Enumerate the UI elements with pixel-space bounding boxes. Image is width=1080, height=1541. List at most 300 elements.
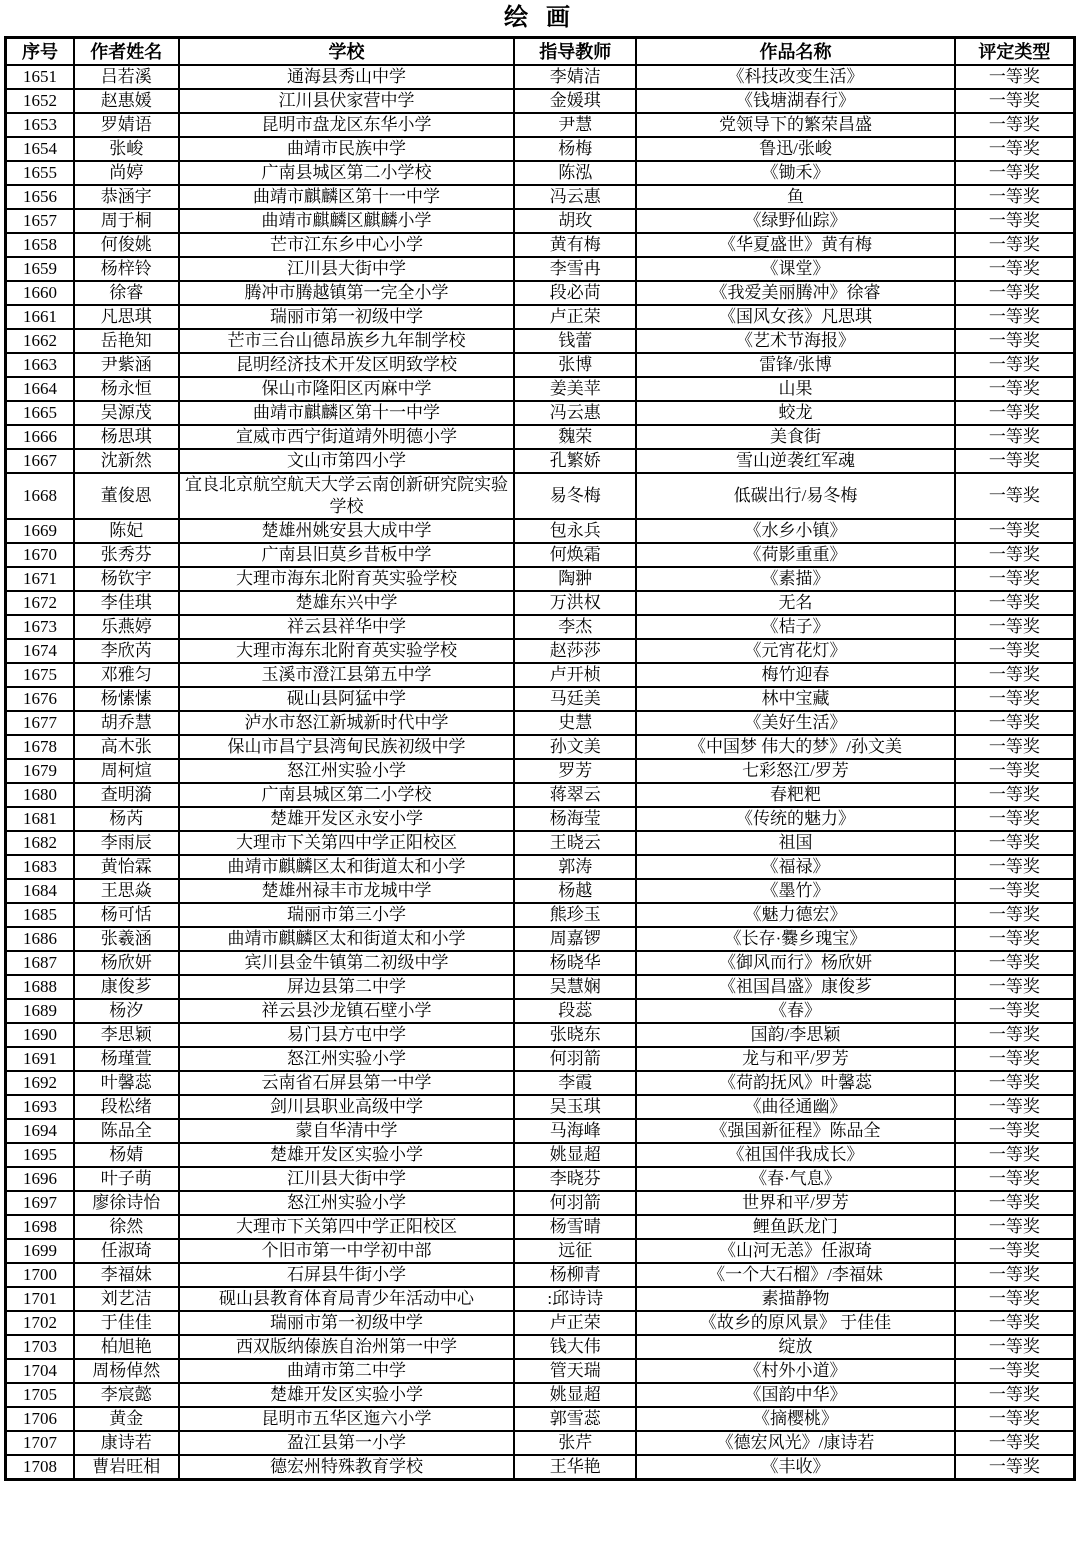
table-row [6, 1383, 1075, 1407]
cell-award-type: 一等奖 [955, 927, 1075, 951]
cell-award-type: 一等奖 [955, 1335, 1075, 1359]
cell-award-type: 一等奖 [955, 831, 1075, 855]
cell-seq: 1699 [6, 1239, 74, 1263]
cell-award-type: 一等奖 [955, 1095, 1075, 1119]
cell-school: 江川县大街中学 [179, 257, 515, 281]
cell-award-type: 一等奖 [955, 449, 1075, 473]
cell-school: 通海县秀山中学 [179, 65, 515, 89]
cell-author-name: 李福妹 [74, 1263, 179, 1287]
cell-teacher: 钱大伟 [514, 1335, 636, 1359]
cell-work-title: 《元宵花灯》 [636, 639, 955, 663]
cell-award-type: 一等奖 [955, 759, 1075, 783]
cell-teacher: 尹慧 [514, 113, 636, 137]
cell-award-type: 一等奖 [955, 999, 1075, 1023]
table-row [6, 1359, 1075, 1383]
cell-author-name: 吕若溪 [74, 65, 179, 89]
cell-teacher: 冯云惠 [514, 185, 636, 209]
cell-school: 云南省石屏县第一中学 [179, 1071, 515, 1095]
cell-school: 广南县城区第二小学校 [179, 783, 515, 807]
cell-school: 剑川县职业高级中学 [179, 1095, 515, 1119]
cell-seq: 1665 [6, 401, 74, 425]
cell-work-title: 世界和平/罗芳 [636, 1191, 955, 1215]
cell-school: 怒江州实验小学 [179, 759, 515, 783]
cell-teacher: 杨越 [514, 879, 636, 903]
cell-work-title: 《魅力德宏》 [636, 903, 955, 927]
cell-teacher: 易冬梅 [514, 473, 636, 519]
cell-award-type: 一等奖 [955, 1263, 1075, 1287]
cell-seq: 1676 [6, 687, 74, 711]
cell-teacher: 王华艳 [514, 1455, 636, 1480]
cell-teacher: 李雪冉 [514, 257, 636, 281]
table-row [6, 999, 1075, 1023]
cell-author-name: 刘艺洁 [74, 1287, 179, 1311]
cell-work-title: 《摘樱桃》 [636, 1407, 955, 1431]
table-row [6, 305, 1075, 329]
cell-work-title: 《华夏盛世》黄有梅 [636, 233, 955, 257]
cell-seq: 1669 [6, 519, 74, 543]
cell-author-name: 李雨辰 [74, 831, 179, 855]
table-row [6, 591, 1075, 615]
cell-author-name: 乐燕婷 [74, 615, 179, 639]
cell-award-type: 一等奖 [955, 1047, 1075, 1071]
cell-work-title: 《一个大石榴》/李福妹 [636, 1263, 955, 1287]
cell-work-title: 《强国新征程》陈品全 [636, 1119, 955, 1143]
cell-school: 曲靖市麒麟区太和街道太和小学 [179, 855, 515, 879]
cell-teacher: 史慧 [514, 711, 636, 735]
cell-author-name: 廖徐诗怡 [74, 1191, 179, 1215]
cell-school: 昆明市盘龙区东华小学 [179, 113, 515, 137]
cell-teacher: 何羽箭 [514, 1047, 636, 1071]
cell-author-name: 李宸懿 [74, 1383, 179, 1407]
table-row [6, 783, 1075, 807]
cell-school: 楚雄州禄丰市龙城中学 [179, 879, 515, 903]
cell-school: 保山市隆阳区丙麻中学 [179, 377, 515, 401]
cell-seq: 1673 [6, 615, 74, 639]
cell-teacher: 万洪权 [514, 591, 636, 615]
cell-seq: 1662 [6, 329, 74, 353]
cell-seq: 1675 [6, 663, 74, 687]
table-row [6, 1335, 1075, 1359]
cell-award-type: 一等奖 [955, 663, 1075, 687]
table-row [6, 1263, 1075, 1287]
cell-teacher: 赵莎莎 [514, 639, 636, 663]
cell-teacher: 钱蕾 [514, 329, 636, 353]
cell-author-name: 周杨倬然 [74, 1359, 179, 1383]
cell-work-title: 《中国梦 伟大的梦》/孙文美 [636, 735, 955, 759]
cell-work-title: 绽放 [636, 1335, 955, 1359]
cell-school: 江川县大街中学 [179, 1167, 515, 1191]
cell-award-type: 一等奖 [955, 807, 1075, 831]
cell-work-title: 《我爱美丽腾冲》徐睿 [636, 281, 955, 305]
cell-teacher: 姜美苹 [514, 377, 636, 401]
cell-teacher: 王晓云 [514, 831, 636, 855]
cell-teacher: 杨海莹 [514, 807, 636, 831]
cell-award-type: 一等奖 [955, 1311, 1075, 1335]
table-row [6, 951, 1075, 975]
cell-teacher: 杨雪晴 [514, 1215, 636, 1239]
cell-school: 广南县城区第二小学校 [179, 161, 515, 185]
cell-award-type: 一等奖 [955, 161, 1075, 185]
cell-author-name: 陈妃 [74, 519, 179, 543]
cell-seq: 1659 [6, 257, 74, 281]
cell-teacher: 包永兵 [514, 519, 636, 543]
cell-work-title: 梅竹迎春 [636, 663, 955, 687]
table-row [6, 735, 1075, 759]
cell-seq: 1700 [6, 1263, 74, 1287]
cell-school: 昆明经济技术开发区明致学校 [179, 353, 515, 377]
cell-school: 砚山县教育体育局青少年活动中心 [179, 1287, 515, 1311]
cell-author-name: 张峻 [74, 137, 179, 161]
cell-seq: 1702 [6, 1311, 74, 1335]
table-row [6, 1311, 1075, 1335]
cell-award-type: 一等奖 [955, 1071, 1075, 1095]
cell-school: 芒市江东乡中心小学 [179, 233, 515, 257]
cell-award-type: 一等奖 [955, 473, 1075, 519]
cell-school: 楚雄东兴中学 [179, 591, 515, 615]
cell-author-name: 查明漪 [74, 783, 179, 807]
table-row [6, 473, 1075, 519]
cell-seq: 1681 [6, 807, 74, 831]
column-header-award-type: 评定类型 [955, 38, 1075, 66]
table-row [6, 257, 1075, 281]
cell-award-type: 一等奖 [955, 543, 1075, 567]
cell-award-type: 一等奖 [955, 1359, 1075, 1383]
table-body [6, 65, 1075, 1480]
cell-work-title: 《丰收》 [636, 1455, 955, 1480]
cell-seq: 1677 [6, 711, 74, 735]
cell-author-name: 尹紫涵 [74, 353, 179, 377]
cell-author-name: 赵惠媛 [74, 89, 179, 113]
cell-award-type: 一等奖 [955, 1167, 1075, 1191]
cell-seq: 1678 [6, 735, 74, 759]
cell-award-type: 一等奖 [955, 951, 1075, 975]
cell-author-name: 王思焱 [74, 879, 179, 903]
cell-school: 大理市海东北附育英实验学校 [179, 639, 515, 663]
table-row [6, 687, 1075, 711]
cell-author-name: 何俊姚 [74, 233, 179, 257]
cell-seq: 1693 [6, 1095, 74, 1119]
cell-author-name: 于佳佳 [74, 1311, 179, 1335]
cell-work-title: 《钱塘湖春行》 [636, 89, 955, 113]
cell-award-type: 一等奖 [955, 1143, 1075, 1167]
cell-school: 楚雄州姚安县大成中学 [179, 519, 515, 543]
cell-award-type: 一等奖 [955, 113, 1075, 137]
cell-author-name: 张羲涵 [74, 927, 179, 951]
cell-work-title: 《国风女孩》凡思琪 [636, 305, 955, 329]
cell-school: 广南县旧莫乡昔板中学 [179, 543, 515, 567]
cell-work-title: 雷锋/张博 [636, 353, 955, 377]
cell-author-name: 恭涵宇 [74, 185, 179, 209]
cell-seq: 1687 [6, 951, 74, 975]
cell-author-name: 叶子萌 [74, 1167, 179, 1191]
table-row [6, 1071, 1075, 1095]
cell-work-title: 《素描》 [636, 567, 955, 591]
cell-author-name: 董俊恩 [74, 473, 179, 519]
cell-seq: 1667 [6, 449, 74, 473]
table-row [6, 543, 1075, 567]
cell-teacher: 段必苘 [514, 281, 636, 305]
cell-teacher: 李婧洁 [514, 65, 636, 89]
cell-teacher: 何焕霜 [514, 543, 636, 567]
cell-teacher: :邱诗诗 [514, 1287, 636, 1311]
cell-teacher: 冯云惠 [514, 401, 636, 425]
table-row [6, 425, 1075, 449]
cell-school: 蒙自华清中学 [179, 1119, 515, 1143]
cell-author-name: 高木张 [74, 735, 179, 759]
cell-teacher: 陶翀 [514, 567, 636, 591]
cell-award-type: 一等奖 [955, 1407, 1075, 1431]
cell-school: 曲靖市麒麟区麒麟小学 [179, 209, 515, 233]
cell-author-name: 杨思琪 [74, 425, 179, 449]
table-row [6, 377, 1075, 401]
cell-teacher: 姚显超 [514, 1143, 636, 1167]
cell-award-type: 一等奖 [955, 1215, 1075, 1239]
table-row [6, 663, 1075, 687]
cell-school: 大理市下关第四中学正阳校区 [179, 831, 515, 855]
cell-seq: 1694 [6, 1119, 74, 1143]
table-row [6, 113, 1075, 137]
cell-work-title: 低碳出行/易冬梅 [636, 473, 955, 519]
cell-teacher: 胡玫 [514, 209, 636, 233]
cell-school: 瑞丽市第一初级中学 [179, 1311, 515, 1335]
cell-teacher: 何羽箭 [514, 1191, 636, 1215]
cell-school: 曲靖市第二中学 [179, 1359, 515, 1383]
cell-school: 瑞丽市第三小学 [179, 903, 515, 927]
cell-seq: 1685 [6, 903, 74, 927]
cell-author-name: 杨瑾萱 [74, 1047, 179, 1071]
column-header-seq: 序号 [6, 38, 74, 66]
table-row [6, 1191, 1075, 1215]
cell-seq: 1680 [6, 783, 74, 807]
cell-school: 砚山县阿猛中学 [179, 687, 515, 711]
table-row [6, 161, 1075, 185]
cell-work-title: 《山河无恙》任淑琦 [636, 1239, 955, 1263]
cell-school: 楚雄开发区实验小学 [179, 1383, 515, 1407]
cell-work-title: 《长存·爨乡瑰宝》 [636, 927, 955, 951]
table-row [6, 1095, 1075, 1119]
table-row [6, 1167, 1075, 1191]
cell-school: 祥云县沙龙镇石壁小学 [179, 999, 515, 1023]
cell-seq: 1660 [6, 281, 74, 305]
cell-award-type: 一等奖 [955, 401, 1075, 425]
column-header-work-title: 作品名称 [636, 38, 955, 66]
cell-work-title: 《荷韵抚风》叶馨蕊 [636, 1071, 955, 1095]
table-row [6, 615, 1075, 639]
cell-award-type: 一等奖 [955, 305, 1075, 329]
cell-work-title: 鱼 [636, 185, 955, 209]
table-header-row [6, 38, 1075, 66]
page-title: 绘 画 [504, 5, 576, 31]
cell-school: 曲靖市麒麟区第十一中学 [179, 185, 515, 209]
cell-author-name: 杨愫愫 [74, 687, 179, 711]
cell-author-name: 黄怡霖 [74, 855, 179, 879]
cell-teacher: 张晓东 [514, 1023, 636, 1047]
table-row [6, 1239, 1075, 1263]
cell-school: 宜良北京航空航天大学云南创新研究院实验学校 [179, 473, 515, 519]
cell-seq: 1661 [6, 305, 74, 329]
cell-seq: 1697 [6, 1191, 74, 1215]
cell-seq: 1674 [6, 639, 74, 663]
cell-seq: 1655 [6, 161, 74, 185]
column-header-author-name: 作者姓名 [74, 38, 179, 66]
cell-school: 祥云县祥华中学 [179, 615, 515, 639]
cell-seq: 1688 [6, 975, 74, 999]
cell-seq: 1698 [6, 1215, 74, 1239]
cell-school: 楚雄开发区实验小学 [179, 1143, 515, 1167]
table-row [6, 1023, 1075, 1047]
cell-work-title: 林中宝藏 [636, 687, 955, 711]
cell-author-name: 段松绪 [74, 1095, 179, 1119]
cell-author-name: 康俊芗 [74, 975, 179, 999]
cell-school: 石屏县牛街小学 [179, 1263, 515, 1287]
cell-teacher: 陈泓 [514, 161, 636, 185]
cell-teacher: 孙文美 [514, 735, 636, 759]
table-row [6, 1143, 1075, 1167]
cell-school: 瑞丽市第一初级中学 [179, 305, 515, 329]
cell-work-title: 《绿野仙踪》 [636, 209, 955, 233]
table-row [6, 65, 1075, 89]
table-row [6, 329, 1075, 353]
cell-author-name: 李思颖 [74, 1023, 179, 1047]
cell-award-type: 一等奖 [955, 519, 1075, 543]
cell-school: 大理市下关第四中学正阳校区 [179, 1215, 515, 1239]
cell-seq: 1664 [6, 377, 74, 401]
cell-teacher: 李霞 [514, 1071, 636, 1095]
header-row [6, 38, 1075, 66]
cell-work-title: 《祖国昌盛》康俊芗 [636, 975, 955, 999]
cell-work-title: 七彩怒江/罗芳 [636, 759, 955, 783]
table-row [6, 1455, 1075, 1480]
cell-seq: 1708 [6, 1455, 74, 1480]
cell-seq: 1686 [6, 927, 74, 951]
cell-award-type: 一等奖 [955, 377, 1075, 401]
cell-school: 屏边县第二中学 [179, 975, 515, 999]
cell-work-title: 祖国 [636, 831, 955, 855]
cell-work-title: 《课堂》 [636, 257, 955, 281]
cell-award-type: 一等奖 [955, 1191, 1075, 1215]
table-row [6, 1431, 1075, 1455]
cell-work-title: 《国韵中华》 [636, 1383, 955, 1407]
cell-award-type: 一等奖 [955, 591, 1075, 615]
cell-school: 怒江州实验小学 [179, 1191, 515, 1215]
cell-school: 曲靖市民族中学 [179, 137, 515, 161]
cell-award-type: 一等奖 [955, 735, 1075, 759]
table-row [6, 831, 1075, 855]
table-row [6, 209, 1075, 233]
cell-work-title: 《桔子》 [636, 615, 955, 639]
cell-work-title: 雪山逆袭红军魂 [636, 449, 955, 473]
cell-teacher: 孔繁娇 [514, 449, 636, 473]
cell-author-name: 周于桐 [74, 209, 179, 233]
table-row [6, 1407, 1075, 1431]
cell-school: 盈江县第一小学 [179, 1431, 515, 1455]
cell-teacher: 熊珍玉 [514, 903, 636, 927]
cell-award-type: 一等奖 [955, 879, 1075, 903]
cell-teacher: 郭雪蕊 [514, 1407, 636, 1431]
cell-teacher: 郭涛 [514, 855, 636, 879]
cell-award-type: 一等奖 [955, 615, 1075, 639]
cell-teacher: 周嘉锣 [514, 927, 636, 951]
cell-school: 宣威市西宁街道靖外明德小学 [179, 425, 515, 449]
cell-award-type: 一等奖 [955, 1455, 1075, 1480]
cell-work-title: 国韵/李思颖 [636, 1023, 955, 1047]
cell-author-name: 沈新然 [74, 449, 179, 473]
cell-work-title: 《故乡的原风景》 于佳佳 [636, 1311, 955, 1335]
cell-seq: 1705 [6, 1383, 74, 1407]
cell-award-type: 一等奖 [955, 1383, 1075, 1407]
table-row [6, 1047, 1075, 1071]
cell-teacher: 卢正荣 [514, 305, 636, 329]
cell-author-name: 邓雅匀 [74, 663, 179, 687]
table-row [6, 185, 1075, 209]
cell-school: 大理市海东北附育英实验学校 [179, 567, 515, 591]
cell-teacher: 马海峰 [514, 1119, 636, 1143]
cell-award-type: 一等奖 [955, 329, 1075, 353]
cell-school: 芒市三台山德昂族乡九年制学校 [179, 329, 515, 353]
cell-author-name: 徐然 [74, 1215, 179, 1239]
table-row [6, 233, 1075, 257]
cell-school: 保山市昌宁县湾甸民族初级中学 [179, 735, 515, 759]
cell-author-name: 杨钦宇 [74, 567, 179, 591]
cell-school: 宾川县金牛镇第二初级中学 [179, 951, 515, 975]
cell-award-type: 一等奖 [955, 687, 1075, 711]
cell-work-title: 龙与和平/罗芳 [636, 1047, 955, 1071]
cell-seq: 1690 [6, 1023, 74, 1047]
cell-seq: 1689 [6, 999, 74, 1023]
awards-table [4, 36, 1076, 1481]
cell-award-type: 一等奖 [955, 1239, 1075, 1263]
cell-teacher: 管天瑞 [514, 1359, 636, 1383]
table-row [6, 89, 1075, 113]
cell-author-name: 李佳琪 [74, 591, 179, 615]
cell-award-type: 一等奖 [955, 903, 1075, 927]
cell-seq: 1692 [6, 1071, 74, 1095]
cell-school: 曲靖市麒麟区第十一中学 [179, 401, 515, 425]
cell-work-title: 春粑粑 [636, 783, 955, 807]
cell-teacher: 蒋翠云 [514, 783, 636, 807]
cell-seq: 1656 [6, 185, 74, 209]
cell-seq: 1707 [6, 1431, 74, 1455]
cell-school: 楚雄开发区永安小学 [179, 807, 515, 831]
table-row [6, 711, 1075, 735]
cell-seq: 1668 [6, 473, 74, 519]
table-row [6, 975, 1075, 999]
cell-seq: 1691 [6, 1047, 74, 1071]
cell-seq: 1701 [6, 1287, 74, 1311]
cell-teacher: 远征 [514, 1239, 636, 1263]
cell-teacher: 杨梅 [514, 137, 636, 161]
cell-seq: 1671 [6, 567, 74, 591]
cell-seq: 1679 [6, 759, 74, 783]
cell-seq: 1703 [6, 1335, 74, 1359]
cell-seq: 1658 [6, 233, 74, 257]
cell-work-title: 《科技改变生活》 [636, 65, 955, 89]
cell-teacher: 张博 [514, 353, 636, 377]
cell-award-type: 一等奖 [955, 233, 1075, 257]
cell-seq: 1663 [6, 353, 74, 377]
column-header-teacher: 指导教师 [514, 38, 636, 66]
cell-work-title: 《艺术节海报》 [636, 329, 955, 353]
cell-work-title: 党领导下的繁荣昌盛 [636, 113, 955, 137]
cell-school: 曲靖市麒麟区太和街道太和小学 [179, 927, 515, 951]
cell-author-name: 胡乔慧 [74, 711, 179, 735]
table-row [6, 855, 1075, 879]
cell-teacher: 魏荣 [514, 425, 636, 449]
cell-seq: 1670 [6, 543, 74, 567]
cell-teacher: 段蕊 [514, 999, 636, 1023]
table-row [6, 639, 1075, 663]
cell-award-type: 一等奖 [955, 185, 1075, 209]
